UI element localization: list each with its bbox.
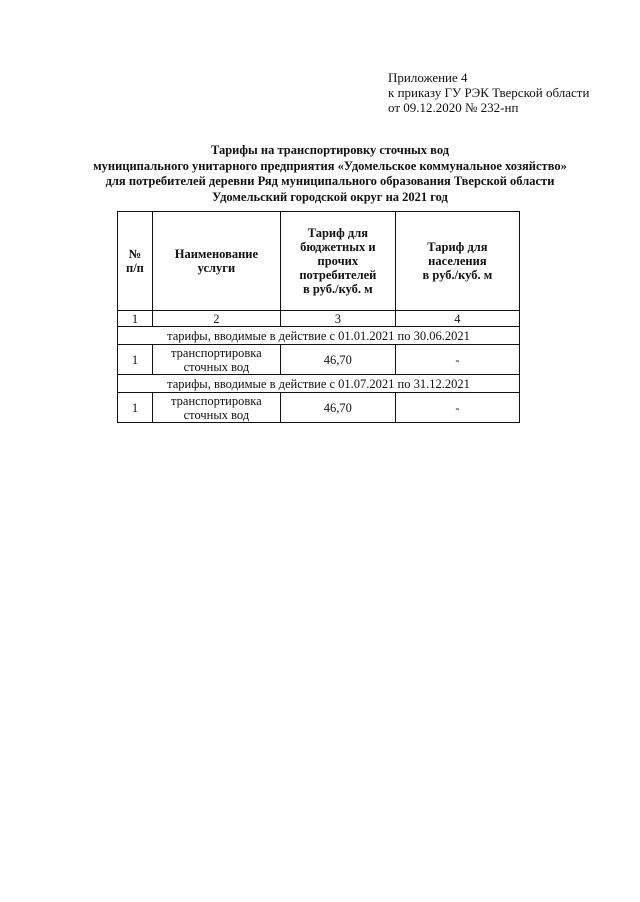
row-number: 1	[118, 393, 153, 423]
row-population-tariff: -	[395, 345, 519, 375]
row-budget-tariff: 46,70	[280, 345, 395, 375]
title-line-3: для потребителей деревни Ряд муниципального образования Тверской области	[105, 174, 555, 188]
appendix-order-reference: к приказу ГУ РЭК Тверской области	[388, 85, 590, 100]
appendix-block	[388, 70, 589, 115]
column-number: 2	[152, 311, 280, 327]
row-population-tariff: -	[395, 393, 519, 423]
table-header-row	[118, 212, 520, 311]
header-population-tariff: Тариф для населения в руб./куб. м	[395, 212, 519, 311]
header-budget-tariff: Тариф для бюджетных и прочих потребителей в руб./куб. м	[280, 212, 395, 311]
tariff-table	[117, 211, 520, 423]
period-row	[118, 375, 520, 393]
header-number: № п/п	[118, 212, 153, 311]
row-service-name: транспортировка сточных вод	[152, 393, 280, 423]
row-budget-tariff: 46,70	[280, 393, 395, 423]
row-number: 1	[118, 345, 153, 375]
column-number: 1	[118, 311, 153, 327]
appendix-number: Приложение 4	[388, 70, 468, 85]
title-line-1: Тарифы на транспортировку сточных вод	[210, 143, 450, 157]
period-label: тарифы, вводимые в действие с 01.07.2021 по 31.12.2021	[118, 375, 520, 393]
column-number: 4	[395, 311, 519, 327]
appendix-order-date: от 09.12.2020 № 232-нп	[388, 100, 519, 115]
column-number-row	[118, 311, 520, 327]
document-title	[80, 143, 580, 205]
period-label: тарифы, вводимые в действие с 01.01.2021 по 30.06.2021	[118, 327, 520, 345]
row-service-name: транспортировка сточных вод	[152, 345, 280, 375]
period-row	[118, 327, 520, 345]
header-service-name: Наименование услуги	[152, 212, 280, 311]
column-number: 3	[280, 311, 395, 327]
table-row	[118, 393, 520, 423]
title-line-2: муниципального унитарного предприятия «Удомельское коммунальное хозяйство»	[93, 158, 567, 173]
title-line-4: Удомельский городской округ на 2021 год	[212, 189, 448, 204]
table-row	[118, 345, 520, 375]
